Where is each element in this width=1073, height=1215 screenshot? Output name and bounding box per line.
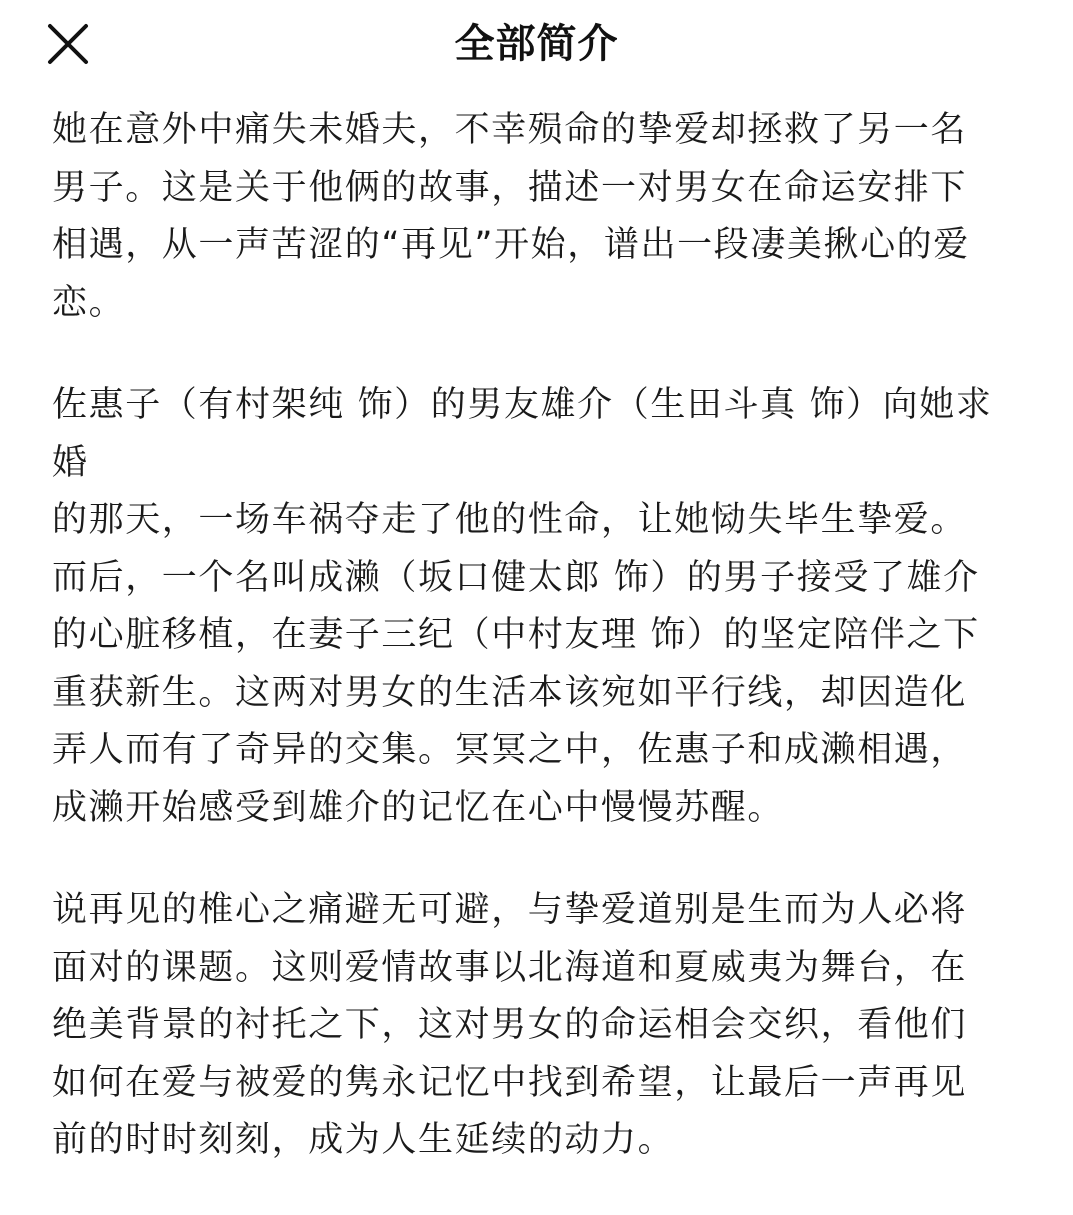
synopsis-paragraph-2: [52, 377, 1027, 837]
paragraph-line: 重获新生。这两对男女的生活本该宛如平行线，却因造化: [52, 672, 968, 713]
paragraph-line: 绝美背景的衬托之下，这对男女的命运相会交织，看他们: [52, 1005, 968, 1045]
paragraph-line: 如何在爱与被爱的隽永记忆中找到希望，让最后一声再见: [52, 1062, 968, 1103]
paragraph-line: 的心脏移植，在妻子三纪（中村友理 饰）的坚定陪伴之下: [52, 615, 980, 655]
paragraph-line: 面对的课题。这则爱情故事以北海道和夏威夷为舞台，在: [52, 947, 968, 988]
paragraph-line: 佐惠子（有村架纯 饰）的男友雄介（生田斗真 饰）向她求婚: [52, 385, 993, 483]
synopsis-paragraph-1: [52, 102, 1027, 332]
synopsis-paragraph-3: [52, 882, 1027, 1170]
paragraph-line: 相遇，从一声苦涩的“再见”开始，谱出一段凄美揪心的爱: [52, 225, 970, 265]
header-bar: [0, 0, 1073, 88]
paragraph-line: 恋。: [52, 282, 126, 323]
paragraph-line: 前的时时刻刻，成为人生延续的动力。: [52, 1120, 675, 1160]
paragraph-line: 成濑开始感受到雄介的记忆在心中慢慢苏醒。: [52, 787, 785, 828]
paragraph-line: 而后，一个名叫成濑（坂口健太郎 饰）的男子接受了雄介: [52, 557, 980, 598]
paragraph-line: 男子。这是关于他俩的故事，描述一对男女在命运安排下: [52, 167, 968, 208]
page-title: 全部简介: [454, 21, 619, 67]
synopsis-content: [52, 102, 1027, 1215]
paragraph-line: 弄人而有了奇异的交集。冥冥之中，佐惠子和成濑相遇，: [52, 730, 968, 770]
paragraph-line: 说再见的椎心之痛避无可避，与挚爱道别是生而为人必将: [52, 890, 968, 930]
paragraph-line: 的那天，一场车祸夺走了他的性命，让她恸失毕生挚爱。: [52, 500, 968, 540]
paragraph-line: 她在意外中痛失未婚夫，不幸殒命的挚爱却拯救了另一名: [52, 110, 968, 150]
